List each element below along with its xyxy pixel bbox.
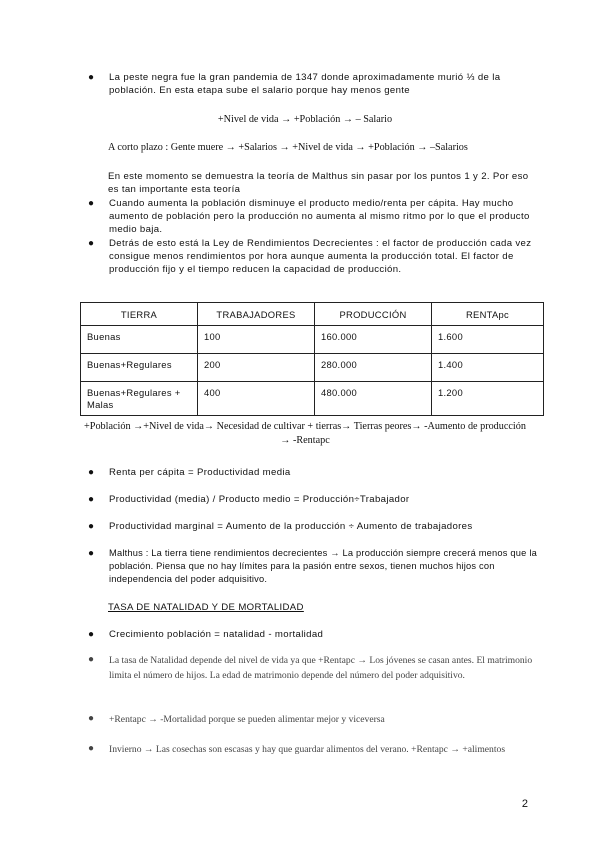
bullet-icon: ● (88, 494, 95, 505)
list-item (88, 466, 540, 479)
table-header-row (81, 303, 544, 326)
list-item (88, 520, 540, 533)
list-item-text: Malthus : La tierra tiene rendimientos decrecientes → La producción siempre crecerá menos que la población. Piensa que no hay límites para la pasión entre sexos, tienen muchos hijos con independencia del poder adquisitivo. (109, 548, 537, 584)
bullet-icon: ● (88, 713, 95, 724)
list-item-text: La peste negra fue la gran pandemia de 1347 donde aproximadamente murió ⅓ de la población. En esta etapa sube el salario porque hay menos gente (109, 72, 501, 96)
list-item (88, 742, 540, 757)
list-item-text: Productividad (media) / Producto medio = Producción÷Trabajador (109, 494, 410, 505)
table-cell: 160.000 (315, 326, 432, 354)
list-item (88, 237, 540, 276)
table-row (81, 354, 544, 382)
table-cell: 1.600 (432, 326, 544, 354)
bullet-icon: ● (88, 72, 95, 83)
table-row (81, 326, 544, 354)
table-header: TRABAJADORES (198, 303, 315, 326)
formula-salary: +Nivel de vida → +Población → – Salario (217, 114, 393, 125)
table-header: TIERRA (81, 303, 198, 326)
list-item (88, 493, 540, 506)
table-header: RENTApc (432, 303, 544, 326)
table-cell: 1.200 (432, 382, 544, 416)
bullet-icon: ● (88, 743, 95, 754)
list-item (88, 712, 540, 727)
list-item (88, 547, 540, 586)
list-item-text: La tasa de Natalidad depende del nivel de vida ya que +Rentapc → Los jóvenes se casan antes. El matrimonio limita el número de hijos. La edad de matrimonio depende del número del poder adquisitivo. (109, 655, 533, 681)
list-item-text: Renta per cápita = Productividad media (109, 467, 291, 478)
bullet-icon: ● (88, 198, 95, 209)
list-item-text: +Rentapc → -Mortalidad porque se pueden alimentar mejor y viceversa (109, 714, 385, 725)
malthus-paragraph: En este momento se demuestra la teoría de Malthus sin pasar por los puntos 1 y 2. Por eso es tan importante esta teoría (108, 171, 529, 195)
list-item-text: Crecimiento población = natalidad - mortalidad (109, 629, 324, 640)
table-cell: 280.000 (315, 354, 432, 382)
table-cell: 100 (198, 326, 315, 354)
list-item-text: Productividad marginal = Aumento de la producción ÷ Aumento de trabajadores (109, 521, 473, 532)
table-row (81, 382, 544, 416)
bullet-icon: ● (88, 629, 95, 640)
production-table (80, 302, 544, 416)
list-item-text: Detrás de esto está la Ley de Rendimientos Decrecientes : el factor de producción cada vez consigue menos rendimientos por hora aunque aumenta la producción total. El factor de producción fijo y el tiempo reducen la capacidad de producción. (109, 238, 532, 275)
list-item-text: Cuando aumenta la población disminuye el producto medio/renta per cápita. Hay mucho aumento de población pero la producción no aumenta al mismo ritmo por lo que el producto medio baja. (109, 198, 530, 235)
table-cell: Buenas+Regulares (81, 354, 198, 382)
bullet-icon: ● (88, 521, 95, 532)
table-cell: 1.400 (432, 354, 544, 382)
section-heading: TASA DE NATALIDAD Y DE MORTALIDAD (108, 602, 304, 613)
list-item (88, 653, 540, 683)
bullet-icon: ● (88, 238, 95, 249)
table-cell: Buenas+Regulares + Malas (81, 382, 198, 416)
formula-population: +Población →+Nivel de vida→ Necesidad de cultivar + tierras→ Tierras peores→ -Aumento de producción → -Rentapc (84, 421, 526, 446)
table-cell: 400 (198, 382, 315, 416)
table-cell: 480.000 (315, 382, 432, 416)
table-cell: Buenas (81, 326, 198, 354)
list-item-text: Invierno → Las cosechas son escasas y hay que guardar alimentos del verano. +Rentapc → +alimentos (109, 744, 506, 755)
table-cell: 200 (198, 354, 315, 382)
page-number: 2 (521, 798, 528, 810)
table-header: PRODUCCIÓN (315, 303, 432, 326)
bullet-icon: ● (88, 548, 95, 559)
bullet-icon: ● (88, 654, 95, 665)
formula-short-term: A corto plazo : Gente muere → +Salarios → +Nivel de vida → +Población → –Salarios (108, 142, 468, 153)
bullet-icon: ● (88, 467, 95, 478)
list-item (88, 628, 540, 641)
list-item (88, 71, 540, 97)
list-item (88, 197, 540, 236)
